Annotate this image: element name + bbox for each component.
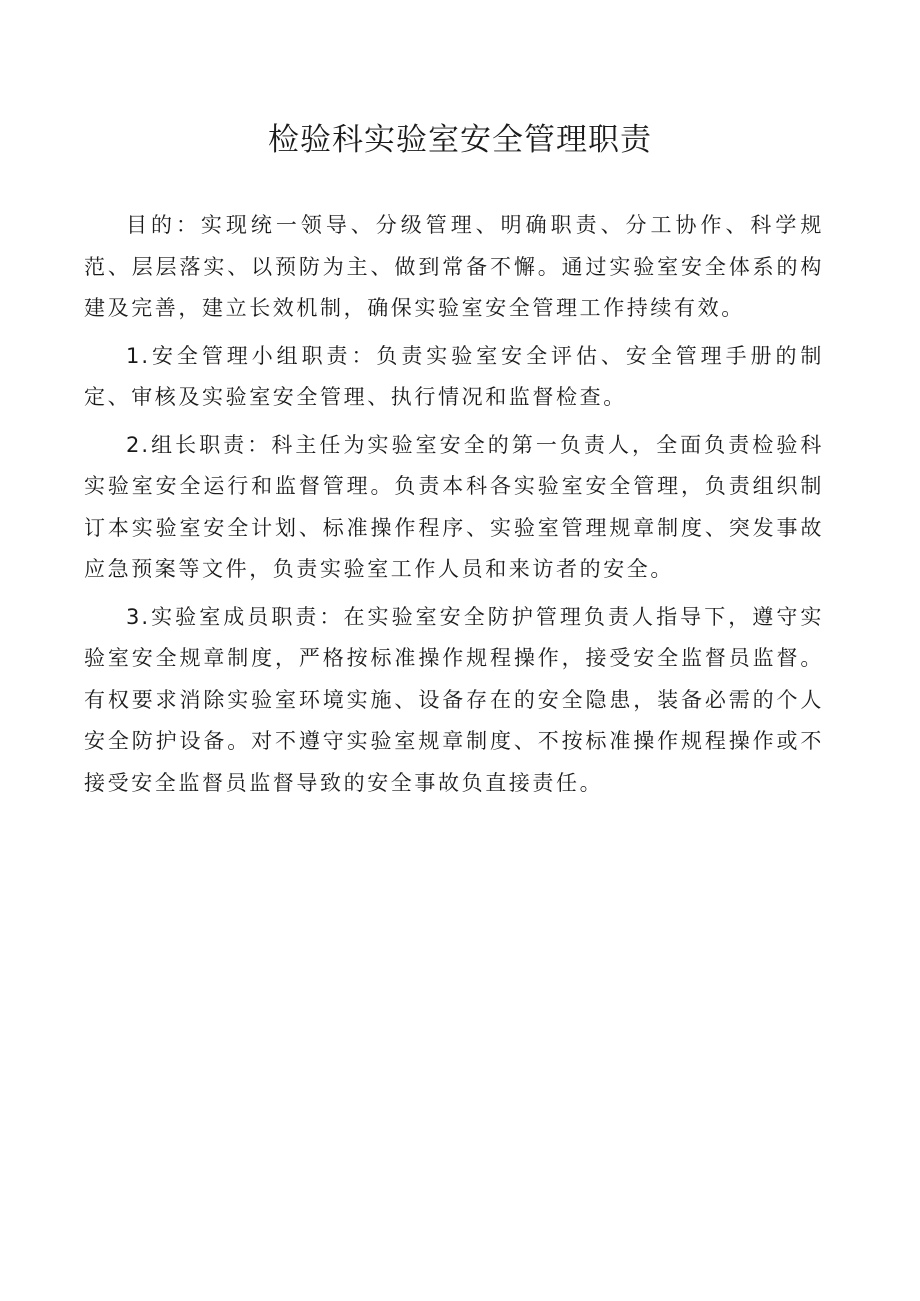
- paragraph-safety-group-duties: [84, 336, 824, 419]
- paragraph-member-duties: [84, 597, 824, 805]
- paragraph-text: .实验室成员职责：在实验室安全防护管理负责人指导下，遵守实验室安全规章制度，严格按标准操作规程操作，接受安全监督员监督。有权要求消除实验室环境实施、设备存在的安全隐患，装备必需的个人安全防护设备。对不遵守实验室规章制度、不按标准操作规程操作或不接受安全监督员监督导致的安全事故负直接责任。: [84, 604, 824, 795]
- paragraph-number: 2: [126, 432, 140, 457]
- paragraph-number: 1: [126, 343, 140, 368]
- paragraph-text: .组长职责：科主任为实验室安全的第一负责人，全面负责检验科实验室安全运行和监督管理。负责本科各实验室安全管理，负责组织制订本实验室安全计划、标准操作程序、实验室管理规章制度、突发事故应急预案等文件，负责实验室工作人员和来访者的安全。: [84, 432, 824, 581]
- paragraph-leader-duties: [84, 425, 824, 591]
- paragraph-number: 3: [126, 604, 140, 629]
- paragraph-text: 目的：实现统一领导、分级管理、明确职责、分工协作、科学规范、层层落实、以预防为主、做到常备不懈。通过实验室安全体系的构建及完善，建立长效机制，确保实验室安全管理工作持续有效。: [84, 213, 824, 320]
- document-title: 检验科实验室安全管理职责: [268, 122, 652, 158]
- paragraph-purpose: [84, 205, 824, 330]
- paragraph-text: .安全管理小组职责：负责实验室安全评估、安全管理手册的制定、审核及实验室安全管理、执行情况和监督检查。: [84, 343, 824, 409]
- document-body: [84, 205, 824, 810]
